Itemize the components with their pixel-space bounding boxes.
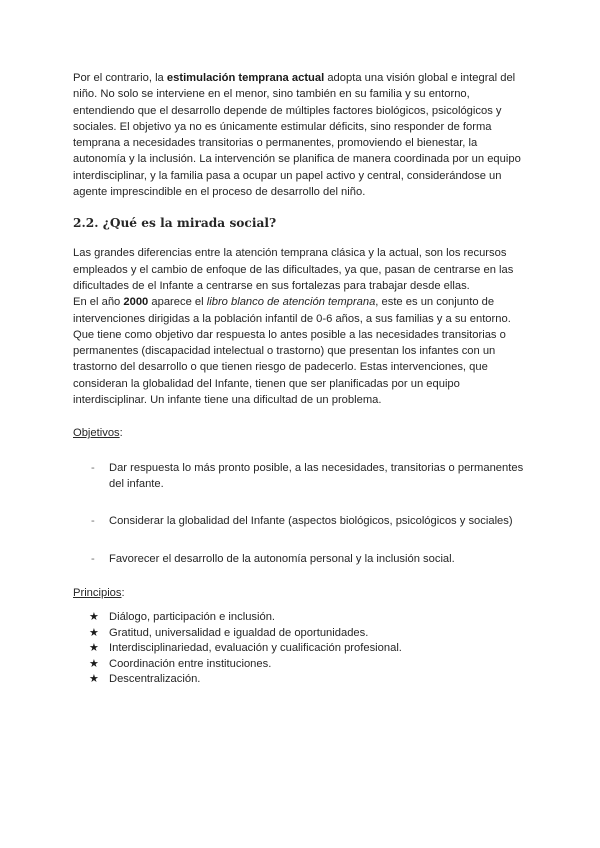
list-item bbox=[73, 657, 533, 673]
principio-text: Diálogo, participación e inclusión. bbox=[109, 611, 276, 624]
star-bullet-icon: ★ bbox=[89, 626, 99, 639]
principio-text: Descentralización. bbox=[109, 673, 201, 686]
para2-book-title: libro blanco de atención temprana bbox=[206, 296, 376, 309]
objetivo-text: Favorecer el desarrollo de la autonomía personal y la inclusión social. bbox=[109, 552, 455, 565]
star-bullet-icon: ★ bbox=[89, 642, 99, 655]
principio-text: Coordinación entre instituciones. bbox=[109, 657, 272, 670]
list-item bbox=[73, 610, 533, 626]
objetivo-text: Considerar la globalidad del Infante (aspectos biológicos, psicológicos y sociales) bbox=[109, 515, 513, 528]
dash-bullet-icon: - bbox=[91, 461, 95, 474]
para2-lead: En el año bbox=[73, 296, 124, 309]
principios-label bbox=[73, 585, 533, 601]
intro-paragraph bbox=[73, 70, 533, 200]
para2-rest: , este es un conjunto de intervenciones dirigidas a la población infantil de 0-6 años, a sus familias y a su entorno. Que tiene como objetivo dar respuesta lo antes posible a las necesidades transitorias o permanentes (discapacidad intelectual o trastorno) que presentan los infantes con un trastorno del desarrollo o que tienen riesgo de padecerlo. Estas intervenciones, que consideran la globalidad del Infante, tienen que ser planificadas por un equipo interdisciplinar. Un infante tiene una dificultad de un problema. bbox=[73, 296, 511, 407]
intro-rest: adopta una visión global e integral del niño. No solo se interviene en el menor, sino también en su familia y su entorno, entendiendo que el desarrollo depende de múltiples factores biológicos, psicológicos y sociales. El objetivo ya no es únicamente estimular déficits, sino responder de forma temprana a necesidades transitorias o permanentes, promoviendo el bienestar, la autonomía y la inclusión. La intervención se planifica de manera coordinada por un equipo interdisciplinar, y la familia pasa a ocupar un papel activo y central, considerándose un agente imprescindible en el proceso de desarrollo del niño. bbox=[73, 72, 521, 199]
differences-paragraph: Las grandes diferencias entre la atención temprana clásica y la actual, son los recursos empleados y el cambio de enfoque de las dificultades, ya que, pasan de centrarse en las dificultades de el Infante a centrarse en sus fortalezas para trabajar desde ellas. bbox=[73, 247, 514, 292]
star-bullet-icon: ★ bbox=[89, 611, 99, 624]
principios-label-text: Principios bbox=[73, 586, 122, 599]
para2-year: 2000 bbox=[123, 296, 149, 309]
principios-colon: : bbox=[121, 586, 125, 599]
dash-bullet-icon: - bbox=[91, 515, 95, 528]
section-heading: 2.2. ¿Qué es la mirada social? bbox=[73, 216, 277, 231]
para2-mid: aparece el bbox=[148, 296, 207, 309]
white-book-paragraph bbox=[73, 294, 533, 408]
principios-list bbox=[73, 610, 533, 688]
list-item bbox=[73, 672, 533, 688]
intro-bold-term: estimulación temprana actual bbox=[166, 72, 325, 84]
list-item bbox=[73, 551, 533, 567]
objetivos-label-text: Objetivos bbox=[73, 427, 120, 440]
objetivos-label bbox=[73, 425, 533, 441]
objetivo-text: Dar respuesta lo más pronto posible, a las necesidades, transitorias o permanentes del infante. bbox=[109, 461, 524, 490]
principio-text: Interdisciplinariedad, evaluación y cualificación profesional. bbox=[109, 642, 402, 655]
list-item bbox=[73, 641, 533, 657]
dash-bullet-icon: - bbox=[91, 552, 95, 565]
page-content bbox=[73, 70, 533, 688]
objetivos-list bbox=[73, 460, 533, 567]
list-item bbox=[73, 513, 533, 529]
star-bullet-icon: ★ bbox=[89, 673, 99, 686]
list-item bbox=[73, 626, 533, 642]
intro-lead: Por el contrario, la bbox=[73, 72, 167, 84]
list-item bbox=[73, 460, 533, 493]
principio-text: Gratitud, universalidad e igualdad de oportunidades. bbox=[109, 626, 369, 639]
objetivos-colon: : bbox=[119, 427, 123, 440]
star-bullet-icon: ★ bbox=[89, 657, 99, 670]
